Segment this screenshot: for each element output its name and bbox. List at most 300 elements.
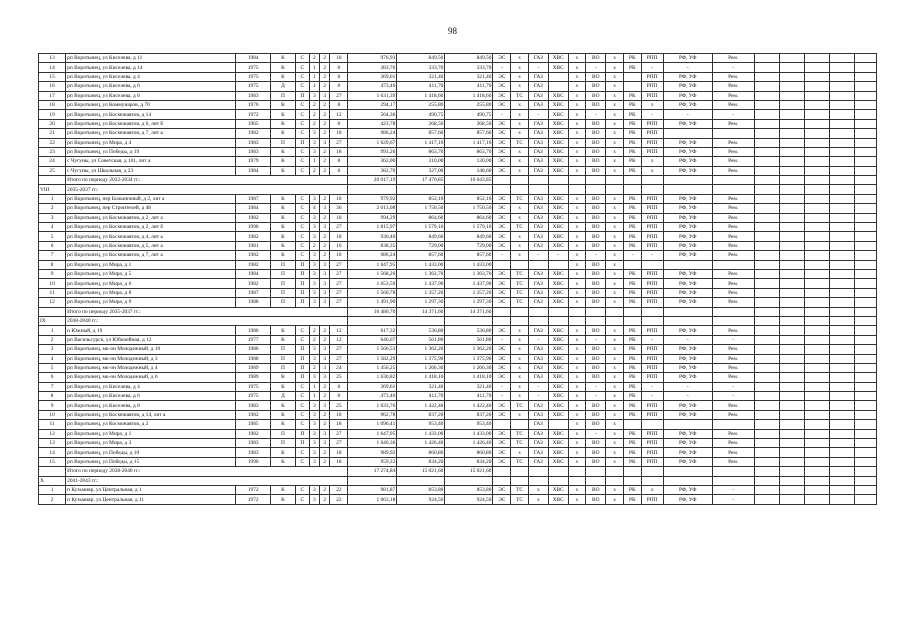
blank-cell <box>39 307 66 316</box>
floors-cell: 1 <box>309 392 319 401</box>
address-cell: рп Воротынец, ул Космонавтов, д 2, лит а <box>66 213 236 222</box>
apartments-cell: 18 <box>330 251 348 260</box>
blank-cell <box>754 204 779 213</box>
cold-water-cell: ХВС <box>548 241 568 250</box>
floors-cell: 3 <box>309 288 319 297</box>
period-total-row <box>39 307 877 316</box>
basement-cell: РПП <box>641 269 663 278</box>
entrances-cell: 2 <box>320 420 330 429</box>
section-period-label: 2035-2037 гг.: <box>66 185 348 194</box>
blank-cell <box>804 448 829 457</box>
blank-cell <box>829 345 854 354</box>
blank-cell <box>854 185 876 194</box>
blank-cell <box>829 373 854 382</box>
blank-cell <box>754 119 779 128</box>
electricity-cell: ЭС <box>493 166 511 175</box>
blank-cell <box>779 467 804 476</box>
blank-cell <box>804 476 829 485</box>
row-number: 5 <box>39 363 66 372</box>
entrances-cell: 2 <box>320 392 330 401</box>
section-number: VIII <box>39 185 66 194</box>
repair-cell <box>712 420 754 429</box>
blank-cell <box>528 185 548 194</box>
year-cell: 1965 <box>236 119 270 128</box>
blank-cell <box>712 316 754 325</box>
blank-cell <box>779 401 804 410</box>
electricity-cell <box>493 260 511 269</box>
material-cell: К <box>270 213 295 222</box>
blank-cell <box>854 457 876 466</box>
address-cell: рп Воротынец, ул Победы, д 19 <box>66 147 236 156</box>
living-area-cell: 1 418,10 <box>397 373 445 382</box>
basement-cell: РПП <box>641 495 663 504</box>
basement-cell: РПП <box>641 354 663 363</box>
table-row <box>39 138 877 147</box>
facade-cell: РФ, УФ <box>663 363 712 372</box>
floors-cell: 1 <box>309 157 319 166</box>
repair-cell: - <box>712 495 754 504</box>
entrances-cell: 3 <box>320 288 330 297</box>
apartments-cell: 8 <box>330 119 348 128</box>
blank-cell <box>754 382 779 391</box>
address-cell: рп Воротынец, ул Космонавтов, д 14 <box>66 110 236 119</box>
blank-cell <box>854 467 876 476</box>
floors-cell: 3 <box>309 354 319 363</box>
material-cell: К <box>270 100 295 109</box>
blank-cell <box>712 476 754 485</box>
heat-supply-cell: ТС <box>511 223 529 232</box>
total-area-cell: 1 063,18 <box>348 495 397 504</box>
residents-area-cell: 1 426,40 <box>445 439 493 448</box>
utility-x-cell: х <box>606 382 624 391</box>
floors-cell: 3 <box>309 213 319 222</box>
apartments-cell: 27 <box>330 138 348 147</box>
hot-water-cell: х <box>568 63 586 72</box>
floors-cell: 3 <box>309 495 319 504</box>
blank-cell <box>829 166 854 175</box>
gas-cell: - <box>528 251 548 260</box>
blank-cell <box>663 316 712 325</box>
blank-cell <box>39 467 66 476</box>
residents-area-cell: 333,70 <box>445 63 493 72</box>
blank-cell <box>511 307 529 316</box>
hot-water-cell: х <box>568 420 586 429</box>
facade-cell: РФ, УФ <box>663 213 712 222</box>
electricity-cell: - <box>493 251 511 260</box>
cold-water-cell: ХВС <box>548 223 568 232</box>
facade-cell: РФ, УФ <box>663 326 712 335</box>
residents-area-cell: 1 357,20 <box>445 288 493 297</box>
residents-area-cell: 1 418,60 <box>445 91 493 100</box>
utility-x-cell: х <box>606 194 624 203</box>
hot-water-cell: х <box>568 373 586 382</box>
gas-cell: ГАЗ <box>528 269 548 278</box>
heat-supply-cell: ТС <box>511 485 529 494</box>
year-cell: 1976 <box>236 100 270 109</box>
year-cell: 1983 <box>236 91 270 100</box>
blank-cell <box>754 392 779 401</box>
blank-cell <box>829 298 854 307</box>
gas-cell: - <box>528 335 548 344</box>
blank-cell <box>348 185 397 194</box>
gas-cell: ГАЗ <box>528 157 548 166</box>
heat-supply-cell: ТС <box>511 401 529 410</box>
basement-cell: х <box>641 166 663 175</box>
apartments-cell: 18 <box>330 54 348 63</box>
material-cell: К <box>270 129 295 138</box>
row-number: 10 <box>39 410 66 419</box>
repair-cell: Рем. <box>712 326 754 335</box>
cold-water-cell: - <box>548 251 568 260</box>
facade-cell: РФ, УФ <box>663 232 712 241</box>
material-cell: К <box>270 448 295 457</box>
electricity-cell: ЭС <box>493 232 511 241</box>
floors-cell: 2 <box>309 100 319 109</box>
material-cell: К <box>270 382 295 391</box>
address-cell: рп Воротынец, ул Киселева, д 4 <box>66 72 236 81</box>
utility-x-cell: х <box>606 457 624 466</box>
residents-area-cell: 953,40 <box>445 420 493 429</box>
facade-cell: РФ, УФ <box>663 448 712 457</box>
blank-cell <box>854 72 876 81</box>
electricity-cell: ЭС <box>493 269 511 278</box>
year-cell: 1987 <box>236 194 270 203</box>
table-row <box>39 439 877 448</box>
material-cell: К <box>270 232 295 241</box>
wall-type-cell: С <box>296 63 310 72</box>
apartments-cell: 16 <box>330 241 348 250</box>
gas-cell: - <box>528 392 548 401</box>
blank-cell <box>854 119 876 128</box>
electricity-cell: ЭС <box>493 100 511 109</box>
blank-cell <box>804 110 829 119</box>
blank-cell <box>445 316 493 325</box>
roof-cell: РК <box>623 288 641 297</box>
blank-cell <box>663 476 712 485</box>
total-area-cell: 1 631,39 <box>348 91 397 100</box>
gas-cell: ГАЗ <box>528 166 548 175</box>
heat-supply-cell: х <box>511 129 529 138</box>
table-row <box>39 288 877 297</box>
hot-water-cell: х <box>568 204 586 213</box>
period-total-label: Итого по периоду 2038-2040 гг.: <box>66 467 348 476</box>
blank-cell <box>829 401 854 410</box>
cold-water-cell: ХВС <box>548 213 568 222</box>
facade-cell: РФ, УФ <box>663 354 712 363</box>
repair-cell: Рем. <box>712 166 754 175</box>
roof-cell <box>623 82 641 91</box>
residents-area-cell: 15 021,60 <box>445 467 493 476</box>
living-area-cell: 864,60 <box>397 213 445 222</box>
blank-cell <box>348 476 397 485</box>
facade-cell: РФ, УФ <box>663 157 712 166</box>
floors-cell: 2 <box>309 363 319 372</box>
address-cell: рп Воротынец, ул Мира, д 8 <box>66 288 236 297</box>
blank-cell <box>804 495 829 504</box>
blank-cell <box>528 316 548 325</box>
blank-cell <box>754 401 779 410</box>
living-area-cell: 327,00 <box>397 166 445 175</box>
living-area-cell: 411,70 <box>397 82 445 91</box>
wall-type-cell: П <box>296 363 310 372</box>
table-row <box>39 335 877 344</box>
basement-cell: РПП <box>641 72 663 81</box>
blank-cell <box>528 467 548 476</box>
entrances-cell: 2 <box>320 100 330 109</box>
cold-water-cell: ХВС <box>548 129 568 138</box>
year-cell: 1972 <box>236 495 270 504</box>
floors-cell: 3 <box>309 269 319 278</box>
hot-water-cell: х <box>568 166 586 175</box>
blank-cell <box>804 213 829 222</box>
material-cell: К <box>270 157 295 166</box>
blank-cell <box>804 223 829 232</box>
blank-cell <box>829 335 854 344</box>
roof-cell: РК <box>623 279 641 288</box>
blank-cell <box>397 316 445 325</box>
address-cell: п Кузьмияр, ул Центральная, д 1 <box>66 485 236 494</box>
basement-cell: - <box>641 63 663 72</box>
material-cell: К <box>270 420 295 429</box>
cold-water-cell: ХВС <box>548 326 568 335</box>
sewerage-cell: ВО <box>586 204 606 213</box>
blank-cell <box>754 82 779 91</box>
hot-water-cell: х <box>568 429 586 438</box>
residents-area-cell: 1 363,70 <box>445 269 493 278</box>
wall-type-cell: С <box>296 204 310 213</box>
address-cell: рп Воротынец, ул Мира, д 6 <box>66 279 236 288</box>
repair-cell: Рем. <box>712 100 754 109</box>
wall-type-cell: П <box>296 288 310 297</box>
blank-cell <box>754 373 779 382</box>
table-row <box>39 279 877 288</box>
roof-cell: РК <box>623 54 641 63</box>
entrances-cell: 3 <box>320 223 330 232</box>
address-cell: рп Воротынец, ул Мира, д 9 <box>66 298 236 307</box>
table-row <box>39 392 877 401</box>
blank-cell <box>804 72 829 81</box>
repair-cell: Рем. <box>712 457 754 466</box>
utility-x-cell: х <box>606 100 624 109</box>
floors-cell: 3 <box>309 373 319 382</box>
blank-cell <box>854 176 876 185</box>
living-area-cell: 1 357,20 <box>397 288 445 297</box>
total-area-cell: 1 629,67 <box>348 138 397 147</box>
blank-cell <box>854 204 876 213</box>
material-cell: П <box>270 91 295 100</box>
year-cell: 1983 <box>236 401 270 410</box>
heat-supply-cell: х <box>511 251 529 260</box>
apartments-cell: 18 <box>330 194 348 203</box>
hot-water-cell: х <box>568 326 586 335</box>
living-area-cell: 1 579,10 <box>397 223 445 232</box>
hot-water-cell: х <box>568 157 586 166</box>
heat-supply-cell: ТС <box>511 91 529 100</box>
cold-water-cell: ХВС <box>548 401 568 410</box>
sewerage-cell: ВО <box>586 269 606 278</box>
living-area-cell: 310,00 <box>397 157 445 166</box>
living-area-cell: 1 418,60 <box>397 91 445 100</box>
material-cell: К <box>270 241 295 250</box>
living-area-cell: 490,75 <box>397 110 445 119</box>
row-number: 21 <box>39 129 66 138</box>
address-cell: рп Воротынец, ул Мира, д 3 <box>66 439 236 448</box>
blank-cell <box>779 316 804 325</box>
repair-cell: Рем. <box>712 269 754 278</box>
gas-cell: х <box>528 495 548 504</box>
blank-cell <box>854 157 876 166</box>
blank-cell <box>854 54 876 63</box>
floors-cell: 4 <box>309 204 319 213</box>
blank-cell <box>641 316 663 325</box>
basement-cell: РПП <box>641 279 663 288</box>
cold-water-cell: ХВС <box>548 373 568 382</box>
electricity-cell: ЭС <box>493 345 511 354</box>
address-cell: рп Воротынец, пер Больничный, д 2, лит а <box>66 194 236 203</box>
material-cell: К <box>270 147 295 156</box>
hot-water-cell: х <box>568 147 586 156</box>
period-total-row <box>39 176 877 185</box>
residents-area-cell: 849,50 <box>445 54 493 63</box>
blank-cell <box>829 326 854 335</box>
cold-water-cell: ХВС <box>548 363 568 372</box>
year-cell: 1984 <box>236 54 270 63</box>
blank-cell <box>712 185 754 194</box>
heat-supply-cell: х <box>511 157 529 166</box>
blank-cell <box>804 410 829 419</box>
hot-water-cell: х <box>568 392 586 401</box>
blank-cell <box>754 100 779 109</box>
living-area-cell: 834,20 <box>397 457 445 466</box>
blank-cell <box>829 223 854 232</box>
total-area-cell: 1 096,41 <box>348 420 397 429</box>
hot-water-cell: х <box>568 335 586 344</box>
blank-cell <box>804 119 829 128</box>
row-number: 20 <box>39 119 66 128</box>
roof-cell: РК <box>623 129 641 138</box>
heat-supply-cell: х <box>511 232 529 241</box>
floors-cell: 1 <box>309 382 319 391</box>
gas-cell: - <box>528 110 548 119</box>
blank-cell <box>854 100 876 109</box>
blank-cell <box>445 476 493 485</box>
blank-cell <box>804 363 829 372</box>
gas-cell: - <box>528 63 548 72</box>
table-row <box>39 147 877 156</box>
basement-cell: РПП <box>641 401 663 410</box>
facade-cell: РФ, УФ <box>663 429 712 438</box>
cold-water-cell: ХВС <box>548 288 568 297</box>
cold-water-cell: ХВС <box>548 279 568 288</box>
blank-cell <box>754 72 779 81</box>
wall-type-cell: П <box>296 298 310 307</box>
apartments-cell: 18 <box>330 448 348 457</box>
wall-type-cell: С <box>296 213 310 222</box>
wall-type-cell: С <box>296 129 310 138</box>
total-area-cell: 838,35 <box>348 241 397 250</box>
blank-cell <box>586 316 606 325</box>
sewerage-cell: ВО <box>586 326 606 335</box>
material-cell: П <box>270 269 295 278</box>
residents-area-cell: 1 579,10 <box>445 223 493 232</box>
utility-x-cell: х <box>606 129 624 138</box>
apartments-cell: 8 <box>330 157 348 166</box>
blank-cell <box>804 345 829 354</box>
repair-cell: Рем. <box>712 194 754 203</box>
blank-cell <box>779 260 804 269</box>
basement-cell: РПП <box>641 129 663 138</box>
floors-cell: 3 <box>309 232 319 241</box>
utility-x-cell: х <box>606 429 624 438</box>
blank-cell <box>829 110 854 119</box>
material-cell: К <box>270 54 295 63</box>
utility-x-cell: х <box>606 260 624 269</box>
blank-cell <box>854 241 876 250</box>
living-area-cell: 953,40 <box>397 420 445 429</box>
blank-cell <box>854 279 876 288</box>
blank-cell <box>854 373 876 382</box>
total-area-cell: 930,40 <box>348 232 397 241</box>
material-cell: К <box>270 326 295 335</box>
material-cell: К <box>270 119 295 128</box>
row-number: 5 <box>39 232 66 241</box>
blank-cell <box>754 157 779 166</box>
heat-supply-cell: х <box>511 166 529 175</box>
blank-cell <box>804 138 829 147</box>
blank-cell <box>754 251 779 260</box>
table-row <box>39 410 877 419</box>
entrances-cell: 2 <box>320 457 330 466</box>
facade-cell: РФ, УФ <box>663 91 712 100</box>
floors-cell: 2 <box>309 335 319 344</box>
wall-type-cell: П <box>296 429 310 438</box>
blank-cell <box>804 457 829 466</box>
facade-cell: - <box>663 382 712 391</box>
basement-cell: РПП <box>641 138 663 147</box>
table-row <box>39 119 877 128</box>
heat-supply-cell: х <box>511 110 529 119</box>
blank-cell <box>641 176 663 185</box>
roof-cell: РК <box>623 326 641 335</box>
living-area-cell: 255,80 <box>397 100 445 109</box>
blank-cell <box>397 476 445 485</box>
wall-type-cell: С <box>296 157 310 166</box>
gas-cell: ГАЗ <box>528 82 548 91</box>
residents-area-cell: 853,80 <box>445 485 493 494</box>
floors-cell: 1 <box>309 82 319 91</box>
roof-cell: РК <box>623 345 641 354</box>
repair-cell: Рем. <box>712 298 754 307</box>
roof-cell: РК <box>623 138 641 147</box>
row-number: 13 <box>39 54 66 63</box>
repair-cell: Рем. <box>712 354 754 363</box>
blank-cell <box>779 485 804 494</box>
repair-cell: Рем. <box>712 54 754 63</box>
sewerage-cell: ВО <box>586 279 606 288</box>
floors-cell: 2 <box>309 166 319 175</box>
basement-cell: РПП <box>641 439 663 448</box>
year-cell: 1975 <box>236 382 270 391</box>
utility-x-cell: х <box>606 110 624 119</box>
entrances-cell: 2 <box>320 410 330 419</box>
blank-cell <box>779 72 804 81</box>
facade-cell: РФ, УФ <box>663 72 712 81</box>
facade-cell: РФ, УФ <box>663 119 712 128</box>
table-row <box>39 223 877 232</box>
heat-supply-cell: ТС <box>511 429 529 438</box>
facade-cell: РФ, УФ <box>663 194 712 203</box>
living-area-cell: 411,70 <box>397 392 445 401</box>
